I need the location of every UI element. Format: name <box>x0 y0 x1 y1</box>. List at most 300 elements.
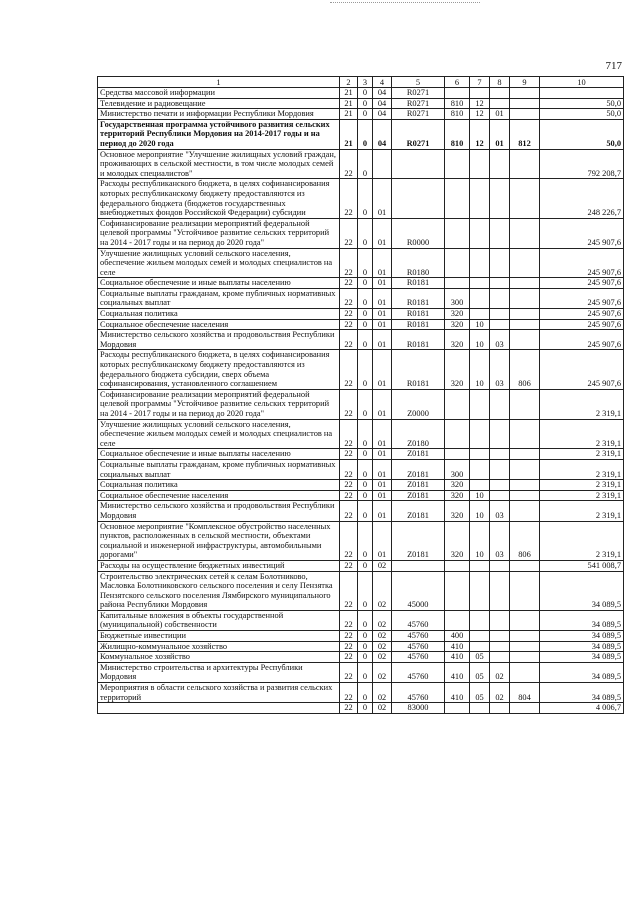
code-cell <box>470 88 490 99</box>
code-cell <box>510 652 540 663</box>
code-cell: 45760 <box>392 662 445 682</box>
amount-cell: 2 319,1 <box>540 521 624 560</box>
amount-cell: 50,0 <box>540 98 624 109</box>
code-cell: 02 <box>373 560 392 571</box>
code-cell: 0 <box>358 703 373 714</box>
code-cell <box>445 149 470 179</box>
code-cell <box>470 610 490 630</box>
amount-cell: 245 907,6 <box>540 319 624 330</box>
code-cell: 01 <box>373 179 392 218</box>
code-cell: 810 <box>445 109 470 120</box>
code-cell <box>510 610 540 630</box>
code-cell <box>490 389 510 419</box>
code-cell: 04 <box>373 98 392 109</box>
code-cell: 10 <box>470 330 490 350</box>
code-cell <box>510 319 540 330</box>
row-name-cell: Средства массовой информации <box>98 88 340 99</box>
code-cell: 0 <box>358 571 373 610</box>
code-cell: 22 <box>340 350 358 389</box>
code-cell: 0 <box>358 278 373 289</box>
page-number: 717 <box>605 60 622 72</box>
scan-artifact-line <box>330 2 480 9</box>
code-cell <box>490 641 510 652</box>
code-cell: 22 <box>340 248 358 278</box>
code-cell: 01 <box>373 288 392 308</box>
row-name-cell: Бюджетные инвестиции <box>98 631 340 642</box>
code-cell <box>490 98 510 109</box>
code-cell <box>490 610 510 630</box>
row-name-cell: Основное мероприятие "Комплексное обустройство населенных пунктов, расположенных в сельской местности, объектами социальной и инженерной инфраструктуры, автомобильными дорогами" <box>98 521 340 560</box>
amount-cell: 2 319,1 <box>540 419 624 449</box>
code-cell <box>510 248 540 278</box>
code-cell <box>445 449 470 460</box>
row-name-cell: Софинансирование реализации мероприятий федеральной целевой программы "Устойчивое развитие сельских территорий на 2014 - 2017 годы и на период до 2020 года" <box>98 389 340 419</box>
code-cell: 21 <box>340 88 358 99</box>
code-cell <box>510 501 540 521</box>
code-cell: 0 <box>358 179 373 218</box>
code-cell: 22 <box>340 218 358 248</box>
code-cell: 320 <box>445 350 470 389</box>
code-cell: 0 <box>358 501 373 521</box>
code-cell: 83000 <box>392 703 445 714</box>
code-cell: R0181 <box>392 288 445 308</box>
code-cell: 22 <box>340 389 358 419</box>
code-cell <box>510 218 540 248</box>
table-row <box>98 571 624 610</box>
row-name-cell: Расходы республиканского бюджета, в целях софинансирования которых республиканскому бюджету предоставляются из федерального бюджета субсидии, сверх объема софинансирования, установленного соглашением <box>98 350 340 389</box>
code-cell: Z0000 <box>392 389 445 419</box>
code-cell: 10 <box>470 521 490 560</box>
code-cell: 01 <box>373 248 392 278</box>
budget-table <box>97 76 624 714</box>
code-cell: 02 <box>373 610 392 630</box>
code-cell <box>470 560 490 571</box>
code-cell <box>510 109 540 120</box>
code-cell <box>445 179 470 218</box>
table-row <box>98 449 624 460</box>
code-cell: 22 <box>340 521 358 560</box>
row-name-cell: Расходы на осуществление бюджетных инвестиций <box>98 560 340 571</box>
code-cell: Z0180 <box>392 419 445 449</box>
code-cell <box>510 641 540 652</box>
code-cell <box>490 319 510 330</box>
code-cell: 0 <box>358 652 373 663</box>
table-row <box>98 459 624 479</box>
code-cell: 22 <box>340 459 358 479</box>
code-cell <box>445 389 470 419</box>
code-cell: 45760 <box>392 610 445 630</box>
code-cell: R0181 <box>392 278 445 289</box>
code-cell: 806 <box>510 521 540 560</box>
code-cell: 410 <box>445 662 470 682</box>
code-cell <box>470 459 490 479</box>
row-name-cell: Жилищно-коммунальное хозяйство <box>98 641 340 652</box>
code-cell <box>490 179 510 218</box>
code-cell <box>445 248 470 278</box>
row-name-cell: Социальные выплаты гражданам, кроме публичных нормативных социальных выплат <box>98 288 340 308</box>
column-header: 8 <box>490 77 510 88</box>
code-cell: 45760 <box>392 683 445 703</box>
code-cell <box>445 610 470 630</box>
code-cell <box>470 419 490 449</box>
table-row <box>98 119 624 149</box>
column-header: 5 <box>392 77 445 88</box>
code-cell <box>392 179 445 218</box>
code-cell <box>470 449 490 460</box>
code-cell: 22 <box>340 449 358 460</box>
row-name-cell: Мероприятия в области сельского хозяйства и развития сельских территорий <box>98 683 340 703</box>
code-cell: 01 <box>373 319 392 330</box>
code-cell <box>490 218 510 248</box>
code-cell: 04 <box>373 88 392 99</box>
code-cell: 0 <box>358 218 373 248</box>
code-cell: 01 <box>373 419 392 449</box>
code-cell: 0 <box>358 98 373 109</box>
code-cell: 45760 <box>392 641 445 652</box>
code-cell <box>445 88 470 99</box>
code-cell: 04 <box>373 119 392 149</box>
code-cell: 21 <box>340 119 358 149</box>
code-cell <box>445 419 470 449</box>
code-cell <box>470 571 490 610</box>
code-cell: 02 <box>373 703 392 714</box>
code-cell: 22 <box>340 330 358 350</box>
code-cell <box>510 419 540 449</box>
table-row <box>98 149 624 179</box>
code-cell: 10 <box>470 490 490 501</box>
code-cell: 0 <box>358 641 373 652</box>
column-header: 9 <box>510 77 540 88</box>
amount-cell: 4 006,7 <box>540 703 624 714</box>
row-name-cell: Телевидение и радиовещание <box>98 98 340 109</box>
column-header: 3 <box>358 77 373 88</box>
code-cell: 0 <box>358 419 373 449</box>
table-row <box>98 389 624 419</box>
table-body <box>98 88 624 714</box>
code-cell <box>510 490 540 501</box>
code-cell: 01 <box>373 501 392 521</box>
row-name-cell: Социальные выплаты гражданам, кроме публичных нормативных социальных выплат <box>98 459 340 479</box>
code-cell <box>470 179 490 218</box>
code-cell <box>490 449 510 460</box>
code-cell <box>510 278 540 289</box>
code-cell <box>490 459 510 479</box>
code-cell <box>510 449 540 460</box>
code-cell <box>510 330 540 350</box>
row-name-cell: Коммунальное хозяйство <box>98 652 340 663</box>
code-cell: 01 <box>373 278 392 289</box>
code-cell: 0 <box>358 662 373 682</box>
code-cell: 22 <box>340 662 358 682</box>
row-name-cell: Улучшение жилищных условий сельского населения, обеспечение жильем молодых семей и молодых специалистов на селе <box>98 248 340 278</box>
code-cell <box>490 309 510 320</box>
code-cell <box>490 419 510 449</box>
amount-cell: 34 089,5 <box>540 610 624 630</box>
table-row <box>98 319 624 330</box>
row-name-cell: Социальное обеспечение и иные выплаты населению <box>98 449 340 460</box>
code-cell <box>445 218 470 248</box>
table-row <box>98 610 624 630</box>
row-name-cell: Министерство сельского хозяйства и продовольствия Республики Мордовия <box>98 501 340 521</box>
code-cell: 300 <box>445 288 470 308</box>
code-cell: 10 <box>470 350 490 389</box>
code-cell: 12 <box>470 98 490 109</box>
code-cell: 22 <box>340 278 358 289</box>
code-cell: Z0181 <box>392 501 445 521</box>
row-name-cell: Министерство сельского хозяйства и продовольствия Республики Мордовия <box>98 330 340 350</box>
amount-cell: 245 907,6 <box>540 330 624 350</box>
code-cell: 22 <box>340 319 358 330</box>
code-cell <box>510 703 540 714</box>
code-cell: 03 <box>490 501 510 521</box>
table-row <box>98 218 624 248</box>
code-cell: R0181 <box>392 309 445 320</box>
code-cell: 22 <box>340 309 358 320</box>
header-row <box>98 77 624 88</box>
code-cell: 22 <box>340 560 358 571</box>
code-cell: 0 <box>358 109 373 120</box>
code-cell: 0 <box>358 449 373 460</box>
code-cell: 0 <box>358 683 373 703</box>
code-cell <box>392 560 445 571</box>
code-cell: 45760 <box>392 631 445 642</box>
table-row <box>98 288 624 308</box>
amount-cell: 2 319,1 <box>540 449 624 460</box>
code-cell: 22 <box>340 480 358 491</box>
code-cell: 410 <box>445 652 470 663</box>
code-cell: 22 <box>340 610 358 630</box>
code-cell: 810 <box>445 119 470 149</box>
code-cell: 0 <box>358 389 373 419</box>
code-cell: 04 <box>373 109 392 120</box>
table-row <box>98 179 624 218</box>
code-cell: 02 <box>490 683 510 703</box>
code-cell: 0 <box>358 610 373 630</box>
row-name-cell: Софинансирование реализации мероприятий федеральной целевой программы "Устойчивое развитие сельских территорий на 2014 - 2017 годы и на период до 2020 года" <box>98 218 340 248</box>
column-header: 4 <box>373 77 392 88</box>
code-cell <box>470 309 490 320</box>
code-cell <box>445 278 470 289</box>
code-cell <box>490 703 510 714</box>
code-cell: 320 <box>445 501 470 521</box>
code-cell: 02 <box>373 652 392 663</box>
code-cell <box>490 631 510 642</box>
code-cell <box>470 218 490 248</box>
amount-cell: 245 907,6 <box>540 350 624 389</box>
code-cell: Z0181 <box>392 480 445 491</box>
amount-cell: 34 089,5 <box>540 662 624 682</box>
code-cell: 12 <box>470 119 490 149</box>
code-cell: 320 <box>445 330 470 350</box>
code-cell <box>510 560 540 571</box>
row-name-cell: Министерство строительства и архитектуры Республики Мордовия <box>98 662 340 682</box>
code-cell: 320 <box>445 309 470 320</box>
code-cell: 02 <box>373 631 392 642</box>
row-name-cell: Капитальные вложения в объекты государственной (муниципальной) собственности <box>98 610 340 630</box>
code-cell: 01 <box>490 109 510 120</box>
amount-cell: 2 319,1 <box>540 490 624 501</box>
code-cell: 10 <box>470 319 490 330</box>
code-cell: 812 <box>510 119 540 149</box>
code-cell: 01 <box>373 459 392 479</box>
code-cell: 0 <box>358 119 373 149</box>
code-cell <box>510 288 540 308</box>
code-cell: 806 <box>510 350 540 389</box>
amount-cell: 2 319,1 <box>540 459 624 479</box>
code-cell <box>373 149 392 179</box>
amount-cell: 2 319,1 <box>540 480 624 491</box>
amount-cell <box>540 88 624 99</box>
code-cell: 410 <box>445 641 470 652</box>
code-cell: R0271 <box>392 109 445 120</box>
code-cell <box>490 571 510 610</box>
code-cell <box>510 571 540 610</box>
code-cell: 10 <box>470 501 490 521</box>
code-cell: R0000 <box>392 218 445 248</box>
code-cell: 02 <box>373 662 392 682</box>
column-header: 10 <box>540 77 624 88</box>
code-cell <box>510 459 540 479</box>
table-row <box>98 521 624 560</box>
code-cell: 01 <box>373 449 392 460</box>
code-cell: 22 <box>340 641 358 652</box>
table-row <box>98 501 624 521</box>
amount-cell: 245 907,6 <box>540 309 624 320</box>
code-cell <box>490 490 510 501</box>
code-cell: 22 <box>340 631 358 642</box>
code-cell: 03 <box>490 330 510 350</box>
code-cell: 22 <box>340 501 358 521</box>
code-cell: 01 <box>490 119 510 149</box>
table-row <box>98 98 624 109</box>
row-name-cell: Улучшение жилищных условий сельского населения, обеспечение жильем молодых семей и молодых специалистов на селе <box>98 419 340 449</box>
code-cell: 22 <box>340 419 358 449</box>
code-cell: Z0181 <box>392 490 445 501</box>
code-cell: R0181 <box>392 330 445 350</box>
code-cell: 0 <box>358 319 373 330</box>
table-row <box>98 248 624 278</box>
code-cell <box>445 703 470 714</box>
code-cell: 45760 <box>392 652 445 663</box>
code-cell: R0271 <box>392 119 445 149</box>
column-header: 1 <box>98 77 340 88</box>
code-cell: 03 <box>490 350 510 389</box>
code-cell <box>470 631 490 642</box>
table-row <box>98 703 624 714</box>
table-row <box>98 662 624 682</box>
row-name-cell: Министерство печати и информации Республики Мордовия <box>98 109 340 120</box>
code-cell: 01 <box>373 490 392 501</box>
code-cell: 22 <box>340 490 358 501</box>
code-cell <box>490 278 510 289</box>
code-cell: R0180 <box>392 248 445 278</box>
code-cell: 01 <box>373 218 392 248</box>
amount-cell: 50,0 <box>540 119 624 149</box>
table-row <box>98 683 624 703</box>
code-cell <box>510 389 540 419</box>
table-row <box>98 480 624 491</box>
amount-cell: 541 008,7 <box>540 560 624 571</box>
code-cell <box>490 88 510 99</box>
code-cell: 01 <box>373 480 392 491</box>
code-cell: 05 <box>470 683 490 703</box>
amount-cell: 34 089,5 <box>540 652 624 663</box>
code-cell: 02 <box>373 683 392 703</box>
row-name-cell: Социальная политика <box>98 309 340 320</box>
code-cell: 0 <box>358 149 373 179</box>
code-cell <box>470 641 490 652</box>
table-row <box>98 309 624 320</box>
row-name-cell: Расходы республиканского бюджета, в целях софинансирования которых республиканскому бюджету предоставляются из федерального бюджета (бюджетов государственных внебюджетных фондов Российской Федерации) субсидии <box>98 179 340 218</box>
code-cell: 21 <box>340 109 358 120</box>
code-cell: 320 <box>445 490 470 501</box>
code-cell <box>470 278 490 289</box>
code-cell: R0181 <box>392 319 445 330</box>
code-cell: 22 <box>340 683 358 703</box>
table-row <box>98 88 624 99</box>
code-cell: Z0181 <box>392 459 445 479</box>
code-cell: 400 <box>445 631 470 642</box>
column-header: 2 <box>340 77 358 88</box>
code-cell <box>510 662 540 682</box>
code-cell <box>470 389 490 419</box>
row-name-cell: Строительство электрических сетей к селам Болотниково, Масловка Болотниковского сельского поселения и селу Пензятка Пензятского сельского поселения Лямбирского муниципального района Республики Мордовия <box>98 571 340 610</box>
amount-cell: 248 226,7 <box>540 179 624 218</box>
code-cell: 320 <box>445 521 470 560</box>
code-cell: 01 <box>373 309 392 320</box>
code-cell: 22 <box>340 652 358 663</box>
table-row <box>98 419 624 449</box>
code-cell: R0271 <box>392 98 445 109</box>
code-cell <box>490 288 510 308</box>
code-cell: 03 <box>490 521 510 560</box>
code-cell: 22 <box>340 149 358 179</box>
code-cell: 21 <box>340 98 358 109</box>
row-name-cell: Социальное обеспечение населения <box>98 319 340 330</box>
code-cell: 02 <box>373 571 392 610</box>
code-cell: R0271 <box>392 88 445 99</box>
code-cell: 300 <box>445 459 470 479</box>
code-cell <box>445 571 470 610</box>
code-cell <box>510 480 540 491</box>
code-cell: 0 <box>358 330 373 350</box>
code-cell: 22 <box>340 571 358 610</box>
table-row <box>98 278 624 289</box>
code-cell: 22 <box>340 703 358 714</box>
amount-cell: 792 208,7 <box>540 149 624 179</box>
code-cell: 0 <box>358 459 373 479</box>
code-cell <box>510 309 540 320</box>
code-cell: 22 <box>340 179 358 218</box>
code-cell: 05 <box>470 652 490 663</box>
amount-cell: 245 907,6 <box>540 288 624 308</box>
code-cell: 0 <box>358 350 373 389</box>
code-cell: 410 <box>445 683 470 703</box>
code-cell <box>470 149 490 179</box>
amount-cell: 50,0 <box>540 109 624 120</box>
table-row <box>98 631 624 642</box>
code-cell: 320 <box>445 319 470 330</box>
code-cell <box>490 149 510 179</box>
code-cell <box>470 288 490 308</box>
code-cell <box>470 480 490 491</box>
code-cell <box>490 248 510 278</box>
row-name-cell: Основное мероприятие "Улучшение жилищных условий граждан, проживающих в сельской местности, в том числе молодых семей и молодых специалистов" <box>98 149 340 179</box>
code-cell: 02 <box>373 641 392 652</box>
code-cell: 0 <box>358 288 373 308</box>
amount-cell: 245 907,6 <box>540 278 624 289</box>
code-cell: 0 <box>358 490 373 501</box>
